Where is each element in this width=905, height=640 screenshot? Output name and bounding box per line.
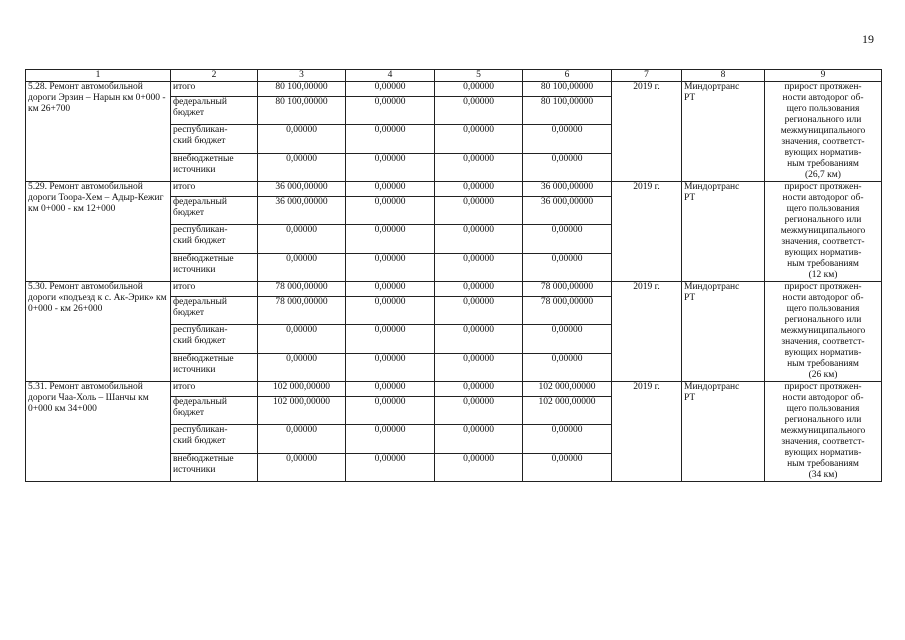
amount-cell: 80 100,00000 — [523, 96, 612, 124]
amount-cell: 0,00000 — [258, 425, 346, 453]
amount-cell: 0,00000 — [346, 153, 435, 181]
measure-name: 5.30. Ремонт автомобильной дороги «подъезд к с. Ак-Эрик» км 0+000 - км 26+000 — [26, 282, 171, 382]
amount-cell: 80 100,00000 — [523, 82, 612, 97]
table-row — [26, 182, 882, 197]
funding-source-label: республикан- ский бюджет — [171, 225, 258, 253]
result-cell: прирост протяжен- ности автодорог об- щего пользования регионального или межмуниципального значения, соответст- вующих норматив- ным требованиям (26 км) — [765, 282, 882, 382]
amount-cell: 0,00000 — [346, 96, 435, 124]
amount-cell: 102 000,00000 — [258, 396, 346, 424]
header-cell: 8 — [682, 70, 765, 82]
amount-cell: 102 000,00000 — [258, 382, 346, 397]
measure-name: 5.29. Ремонт автомобильной дороги Тоора-Хем – Адыр-Кежиг км 0+000 - км 12+000 — [26, 182, 171, 282]
amount-cell: 0,00000 — [435, 125, 523, 153]
amount-cell: 0,00000 — [523, 425, 612, 453]
amount-cell: 80 100,00000 — [258, 96, 346, 124]
program-table — [25, 69, 882, 482]
funding-source-label: итого — [171, 182, 258, 197]
amount-cell: 0,00000 — [258, 253, 346, 281]
result-cell: прирост протяжен- ности автодорог об- щего пользования регионального или межмуниципального значения, соответст- вующих норматив- ным требованиям (34 км) — [765, 382, 882, 482]
amount-cell: 0,00000 — [346, 182, 435, 197]
header-cell: 9 — [765, 70, 882, 82]
header-cell: 1 — [26, 70, 171, 82]
funding-source-label: федеральный бюджет — [171, 196, 258, 224]
amount-cell: 0,00000 — [346, 282, 435, 297]
header-cell: 7 — [612, 70, 682, 82]
amount-cell: 0,00000 — [346, 125, 435, 153]
header-row — [26, 70, 882, 82]
funding-source-label: внебюджетные источники — [171, 253, 258, 281]
amount-cell: 0,00000 — [258, 453, 346, 481]
amount-cell: 0,00000 — [435, 82, 523, 97]
funding-source-label: федеральный бюджет — [171, 96, 258, 124]
funding-source-label: федеральный бюджет — [171, 296, 258, 324]
funding-source-label: республикан- ский бюджет — [171, 125, 258, 153]
amount-cell: 102 000,00000 — [523, 382, 612, 397]
executor-cell: Миндортранс РТ — [682, 182, 765, 282]
header-cell: 2 — [171, 70, 258, 82]
result-cell: прирост протяжен- ности автодорог об- щего пользования регионального или межмуниципального значения, соответст- вующих норматив- ным требованиям (12 км) — [765, 182, 882, 282]
amount-cell: 78 000,00000 — [258, 296, 346, 324]
funding-source-label: итого — [171, 282, 258, 297]
year-cell: 2019 г. — [612, 382, 682, 482]
executor-cell: Миндортранс РТ — [682, 82, 765, 182]
funding-source-label: итого — [171, 382, 258, 397]
amount-cell: 0,00000 — [258, 125, 346, 153]
amount-cell: 36 000,00000 — [258, 196, 346, 224]
amount-cell: 0,00000 — [346, 253, 435, 281]
amount-cell: 0,00000 — [435, 253, 523, 281]
funding-source-label: внебюджетные источники — [171, 153, 258, 181]
amount-cell: 0,00000 — [258, 153, 346, 181]
amount-cell: 0,00000 — [346, 196, 435, 224]
header-cell: 6 — [523, 70, 612, 82]
amount-cell: 78 000,00000 — [258, 282, 346, 297]
header-cell: 4 — [346, 70, 435, 82]
amount-cell: 0,00000 — [523, 125, 612, 153]
amount-cell: 0,00000 — [346, 82, 435, 97]
amount-cell: 0,00000 — [258, 353, 346, 381]
funding-source-label: республикан- ский бюджет — [171, 325, 258, 353]
funding-source-label: федеральный бюджет — [171, 396, 258, 424]
amount-cell: 0,00000 — [523, 353, 612, 381]
executor-cell: Миндортранс РТ — [682, 382, 765, 482]
amount-cell: 0,00000 — [435, 196, 523, 224]
amount-cell: 0,00000 — [346, 396, 435, 424]
year-cell: 2019 г. — [612, 182, 682, 282]
executor-cell: Миндортранс РТ — [682, 282, 765, 382]
amount-cell: 36 000,00000 — [523, 182, 612, 197]
amount-cell: 80 100,00000 — [258, 82, 346, 97]
amount-cell: 0,00000 — [346, 453, 435, 481]
amount-cell: 0,00000 — [346, 325, 435, 353]
table-row — [26, 282, 882, 297]
amount-cell: 0,00000 — [258, 325, 346, 353]
amount-cell: 36 000,00000 — [258, 182, 346, 197]
table-row — [26, 382, 882, 397]
amount-cell: 0,00000 — [523, 225, 612, 253]
amount-cell: 0,00000 — [435, 353, 523, 381]
amount-cell: 0,00000 — [435, 225, 523, 253]
measure-name: 5.31. Ремонт автомобильной дороги Чаа-Холь – Шанчы км 0+000 км 34+000 — [26, 382, 171, 482]
result-cell: прирост протяжен- ности автодорог об- щего пользования регионального или межмуниципального значения, соответст- вующих норматив- ным требованиям (26,7 км) — [765, 82, 882, 182]
amount-cell: 0,00000 — [435, 325, 523, 353]
funding-source-label: республикан- ский бюджет — [171, 425, 258, 453]
amount-cell: 102 000,00000 — [523, 396, 612, 424]
amount-cell: 0,00000 — [523, 325, 612, 353]
amount-cell: 0,00000 — [346, 382, 435, 397]
amount-cell: 0,00000 — [346, 353, 435, 381]
amount-cell: 0,00000 — [435, 96, 523, 124]
amount-cell: 0,00000 — [435, 396, 523, 424]
amount-cell: 0,00000 — [346, 225, 435, 253]
page-number: 19 — [862, 32, 874, 46]
amount-cell: 78 000,00000 — [523, 282, 612, 297]
year-cell: 2019 г. — [612, 282, 682, 382]
amount-cell: 0,00000 — [435, 425, 523, 453]
year-cell: 2019 г. — [612, 82, 682, 182]
funding-source-label: итого — [171, 82, 258, 97]
amount-cell: 36 000,00000 — [523, 196, 612, 224]
amount-cell: 0,00000 — [435, 453, 523, 481]
amount-cell: 0,00000 — [523, 153, 612, 181]
header-cell: 3 — [258, 70, 346, 82]
amount-cell: 0,00000 — [435, 182, 523, 197]
amount-cell: 78 000,00000 — [523, 296, 612, 324]
header-cell: 5 — [435, 70, 523, 82]
amount-cell: 0,00000 — [523, 453, 612, 481]
measure-name: 5.28. Ремонт автомобильной дороги Эрзин – Нарын км 0+000 - км 26+700 — [26, 82, 171, 182]
amount-cell: 0,00000 — [258, 225, 346, 253]
amount-cell: 0,00000 — [435, 296, 523, 324]
amount-cell: 0,00000 — [346, 425, 435, 453]
amount-cell: 0,00000 — [435, 153, 523, 181]
amount-cell: 0,00000 — [435, 282, 523, 297]
amount-cell: 0,00000 — [346, 296, 435, 324]
table-row — [26, 82, 882, 97]
funding-source-label: внебюджетные источники — [171, 353, 258, 381]
funding-source-label: внебюджетные источники — [171, 453, 258, 481]
amount-cell: 0,00000 — [523, 253, 612, 281]
amount-cell: 0,00000 — [435, 382, 523, 397]
